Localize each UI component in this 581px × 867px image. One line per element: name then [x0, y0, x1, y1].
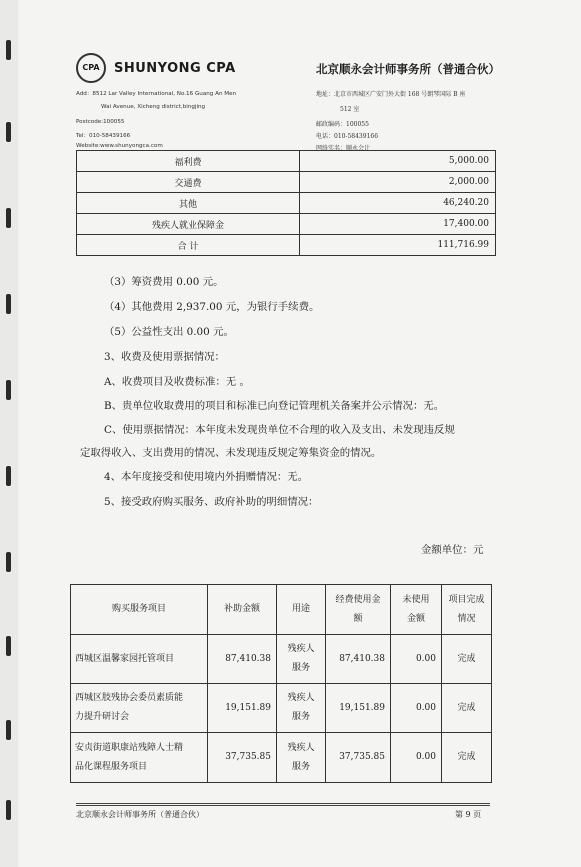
column-header: 购买服务项目 [71, 585, 208, 635]
expense-value: 2,000.00 [300, 172, 496, 193]
completion-status: 完成 [442, 635, 492, 684]
paragraph: （3）筹资费用 0.00 元。 [104, 276, 224, 288]
column-header: 项目完成 情况 [442, 585, 492, 635]
table-row [77, 172, 496, 193]
en-postcode: Postcode:100055 [76, 119, 125, 125]
table-row [71, 635, 492, 684]
expense-label: 其他 [77, 193, 300, 214]
expense-label: 福利费 [77, 151, 300, 172]
column-header: 未使用 金额 [391, 585, 442, 635]
total-value: 111,716.99 [300, 235, 496, 256]
cn-address-line-2: 512 室 [340, 106, 360, 113]
paragraph: 3、收费及使用票据情况： [104, 351, 225, 363]
completion-status: 完成 [442, 684, 492, 733]
used-amount: 19,151.89 [326, 684, 391, 733]
unused-amount: 0.00 [391, 733, 442, 783]
en-address-line-2: Wai Avenue, Xicheng district,bingjing [101, 104, 206, 110]
paragraph: C、使用票据情况：本年度未发现贵单位不合理的收入及支出、未发现违反规 [104, 424, 455, 436]
paragraph: 定取得收入、支出费用的情况、未发现违反规定筹集资金的情况。 [80, 447, 382, 459]
table-row [71, 733, 492, 783]
paragraph: 5、接受政府购买服务、政府补助的明细情况： [104, 496, 319, 508]
binder-mark [6, 208, 11, 228]
table-row [71, 684, 492, 733]
subsidy-amount: 37,735.85 [208, 733, 277, 783]
paragraph: B、贵单位收取费用的项目和标准已向登记管理机关备案并公示情况：无。 [104, 400, 445, 412]
used-amount: 37,735.85 [326, 733, 391, 783]
binder-mark [6, 636, 11, 656]
binder-mark [6, 800, 11, 820]
used-amount: 87,410.38 [326, 635, 391, 684]
unused-amount: 0.00 [391, 635, 442, 684]
expense-value: 17,400.00 [300, 214, 496, 235]
firm-name-cn: 北京顺永会计师事务所（普通合伙） [316, 62, 500, 76]
subsidy-amount: 19,151.89 [208, 684, 277, 733]
usage: 残疾人 服务 [277, 684, 326, 733]
subsidy-amount: 87,410.38 [208, 635, 277, 684]
binder-mark [6, 122, 11, 142]
cn-web: 网络实名：顺永会计 [316, 145, 371, 152]
usage: 残疾人 服务 [277, 635, 326, 684]
paragraph: A、收费项目及收费标准：无 。 [104, 376, 250, 388]
unit-label: 金额单位：元 [421, 544, 484, 556]
firm-logo: CPA [76, 53, 106, 83]
en-tel: Tel：010-58439166 [76, 133, 131, 139]
completion-status: 完成 [442, 733, 492, 783]
binder-mark [6, 720, 11, 740]
service-name: 西城区肢残协会委员素质能 力提升研讨会 [71, 684, 208, 733]
table-row [77, 235, 496, 256]
service-table [70, 584, 492, 783]
cn-postcode: 邮政编码：100055 [316, 121, 369, 128]
expense-value: 5,000.00 [300, 151, 496, 172]
expense-label: 交通费 [77, 172, 300, 193]
binder-mark [6, 380, 11, 400]
paragraph: 4、本年度接受和使用境内外捐赠情况：无。 [104, 471, 309, 483]
expense-table [76, 150, 496, 256]
cn-address-line-1: 地址：北京市西城区广安门外大街 168 号朗琴国际 B 座 [316, 91, 466, 98]
footer-divider [76, 803, 490, 806]
column-header: 经费使用金 额 [326, 585, 391, 635]
cn-tel: 电话：010-58439166 [316, 133, 379, 140]
expense-label: 残疾人就业保障金 [77, 214, 300, 235]
en-website: Website:www.shunyongca.com [76, 143, 163, 149]
binder-mark [6, 40, 11, 60]
usage: 残疾人 服务 [277, 733, 326, 783]
total-label: 合 计 [77, 235, 300, 256]
page-number: 第 9 页 [455, 810, 482, 819]
en-address-line-1: Add：8512 Lar Valley International, No.16 Guang An Men [76, 91, 237, 97]
binder-mark [6, 294, 11, 314]
binder-mark [6, 552, 11, 572]
binder-mark [6, 466, 11, 486]
column-header: 补助金额 [208, 585, 277, 635]
footer-firm-name: 北京顺永会计师事务所（普通合伙） [76, 810, 204, 819]
table-header-row [71, 585, 492, 635]
brand-name: SHUNYONG CPA [114, 61, 236, 76]
table-row [77, 151, 496, 172]
service-name: 西城区温馨家园托管项目 [71, 635, 208, 684]
unused-amount: 0.00 [391, 684, 442, 733]
table-row [77, 193, 496, 214]
expense-value: 46,240.20 [300, 193, 496, 214]
paragraph: （4）其他费用 2,937.00 元，为银行手续费。 [104, 301, 320, 313]
column-header: 用途 [277, 585, 326, 635]
paragraph: （5）公益性支出 0.00 元。 [104, 326, 234, 338]
service-name: 安贞街道职康站残障人士精 品化课程服务项目 [71, 733, 208, 783]
table-row [77, 214, 496, 235]
